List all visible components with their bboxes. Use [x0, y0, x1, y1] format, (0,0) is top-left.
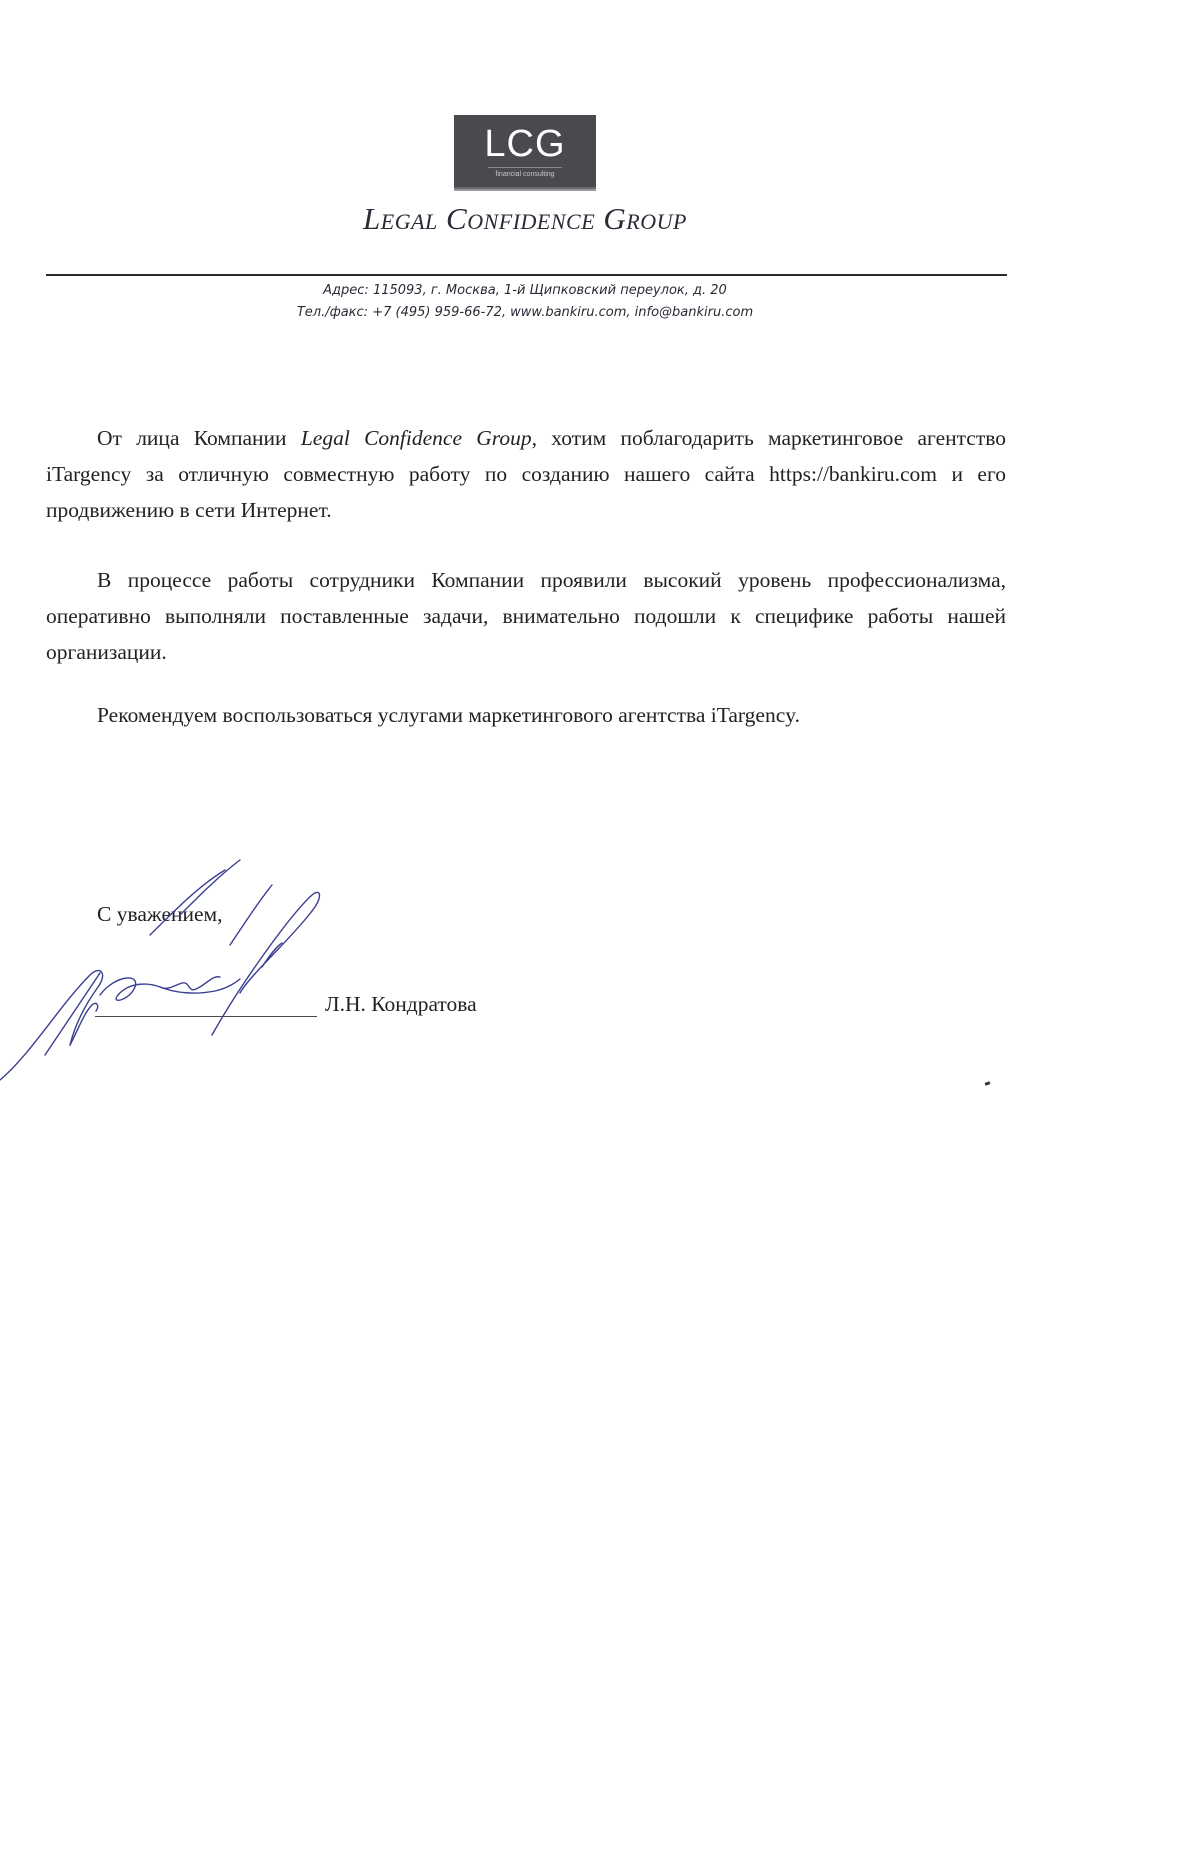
company-name: Legal Confidence Group: [363, 201, 687, 236]
paragraph-thanks: [46, 420, 1006, 528]
contact-line: Тел./факс: +7 (495) 959-66-72, www.bankiru.com, info@bankiru.com: [296, 305, 754, 320]
paragraph-recommendation: Рекомендуем воспользоваться услугами маркетингового агентства iTargency.: [97, 703, 800, 727]
paragraph-professionalism: В процессе работы сотрудники Компании проявили высокий уровень профессионализма, оперативно выполняли поставленные задачи, внимательно подошли к специфике работы нашей организации.: [46, 568, 1006, 664]
signer-name: Л.Н. Кондратова: [325, 992, 477, 1016]
letterhead-divider: [46, 274, 1007, 276]
logo-subtitle: financial consulting: [495, 171, 555, 178]
closing-regards: С уважением,: [97, 902, 223, 926]
logo-rule: [488, 167, 562, 168]
scan-speck: [985, 1081, 991, 1086]
p1-before: От лица Компании: [97, 426, 301, 450]
logo-underline: [454, 189, 596, 191]
p1-after: хотим поблагодарить маркетинговое агентство iTargency за отличную совместную работу по созданию нашего сайта https://bankiru.com и его продвижению в сети Интернет.: [46, 426, 1006, 522]
p1-company: Legal Confidence Group,: [300, 426, 537, 450]
address-line: Адрес: 115093, г. Москва, 1-й Щипковский переулок, д. 20: [323, 283, 727, 298]
handwritten-signature: [0, 855, 400, 1105]
logo-text: LCG: [484, 123, 566, 165]
lcg-logo: [454, 115, 596, 189]
